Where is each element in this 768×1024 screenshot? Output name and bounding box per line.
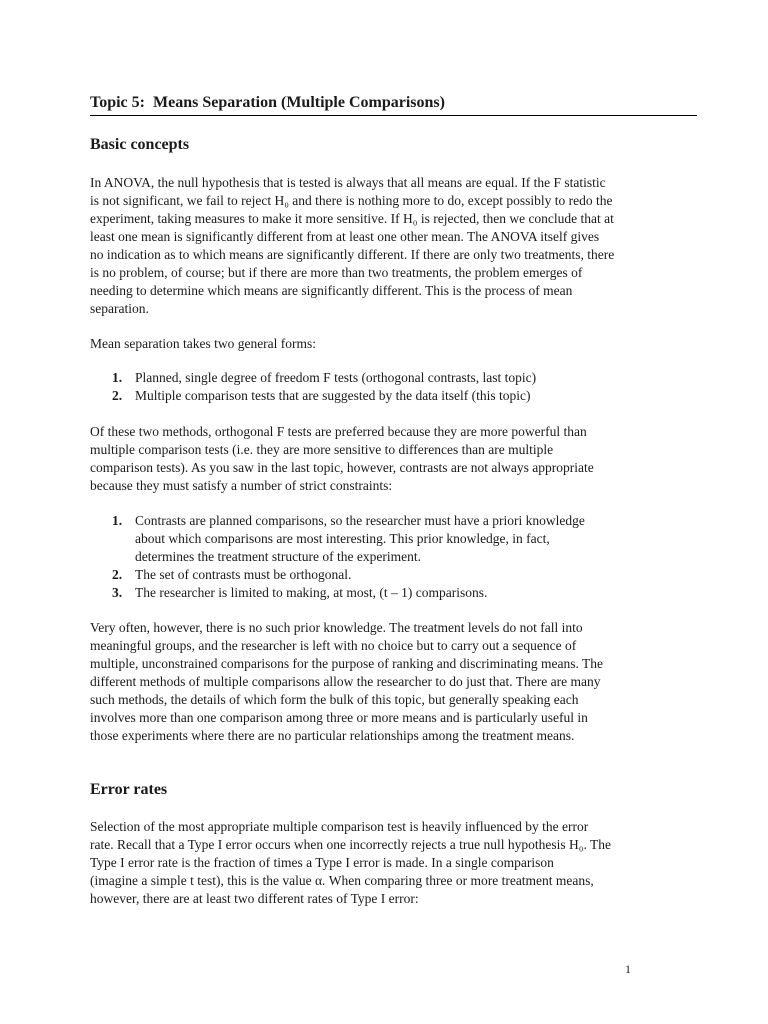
text-line: multiple comparison tests (i.e. they are more sensitive to differences than are multiple bbox=[90, 442, 554, 457]
text-line: such methods, the details of which form the bulk of this topic, but generally speaking each bbox=[90, 692, 579, 707]
text-line: however, there are at least two different rates of Type I error: bbox=[90, 891, 419, 906]
paragraph-anova-null bbox=[90, 174, 690, 318]
text-line: separation. bbox=[90, 301, 149, 316]
text-line: those experiments where there are no particular relationships among the treatment means. bbox=[90, 728, 575, 743]
text-line: Type I error rate is the fraction of times a Type I error is made. In a single comparison bbox=[90, 855, 554, 870]
topic-title: Means Separation (Multiple Comparisons) bbox=[152, 94, 445, 111]
list-number: 2. bbox=[112, 388, 123, 403]
paragraph-prior-knowledge bbox=[90, 619, 690, 745]
list-text: about which comparisons are most interesting. This prior knowledge, in fact, bbox=[135, 531, 550, 546]
list-constraints bbox=[112, 512, 585, 602]
page-number: 1 bbox=[625, 962, 631, 976]
text-line: different methods of multiple comparisons allow the researcher to do just that. There are many bbox=[90, 674, 601, 689]
page-title bbox=[90, 94, 697, 116]
list-text: The set of contrasts must be orthogonal. bbox=[135, 567, 352, 582]
list-text: Multiple comparison tests that are suggested by the data itself (this topic) bbox=[135, 388, 531, 403]
list-text: The researcher is limited to making, at most, (t – 1) comparisons. bbox=[135, 585, 488, 600]
topic-label: Topic 5: bbox=[90, 94, 145, 111]
list-item bbox=[112, 369, 536, 387]
list-number: 1. bbox=[112, 513, 123, 528]
text-line: Of these two methods, orthogonal F tests are preferred because they are more powerful than bbox=[90, 424, 587, 439]
text-line: needing to determine which means are significantly different. This is the process of mean bbox=[90, 283, 573, 298]
text-line: Selection of the most appropriate multiple comparison test is heavily influenced by the error bbox=[90, 819, 589, 834]
text-line: (imagine a simple t test), this is the value α. When comparing three or more treatment means, bbox=[90, 873, 594, 888]
text-line: multiple, unconstrained comparisons for the purpose of ranking and discriminating means. The bbox=[90, 656, 604, 671]
paragraph-error-rates bbox=[90, 818, 690, 908]
text-line: Very often, however, there is no such prior knowledge. The treatment levels do not fall into bbox=[90, 620, 583, 635]
list-number: 1. bbox=[112, 370, 123, 385]
text-line: is no problem, of course; but if there are more than two treatments, the problem emerges of bbox=[90, 265, 583, 280]
paragraph-orthogonal bbox=[90, 423, 690, 495]
list-text: Planned, single degree of freedom F tests (orthogonal contrasts, last topic) bbox=[135, 370, 537, 385]
list-number: 3. bbox=[112, 585, 123, 600]
list-item bbox=[112, 584, 585, 602]
text-line: no indication as to which means are significantly different. If there are only two treatments, there bbox=[90, 247, 615, 262]
text-line: rate. Recall that a Type I error occurs when one incorrectly rejects a true null hypothesis H₀. The bbox=[90, 837, 611, 852]
text-line: least one mean is significantly different from at least one other mean. The ANOVA itself gives bbox=[90, 229, 600, 244]
list-number: 2. bbox=[112, 567, 123, 582]
list-item bbox=[112, 387, 536, 405]
text-line: because they must satisfy a number of strict constraints: bbox=[90, 478, 393, 493]
text-line: is not significant, we fail to reject H₀ and there is nothing more to do, except possibly to redo the bbox=[90, 193, 613, 208]
list-text: determines the treatment structure of the experiment. bbox=[135, 549, 422, 564]
list-forms bbox=[112, 369, 536, 405]
list-text: Contrasts are planned comparisons, so the researcher must have a priori knowledge bbox=[135, 513, 585, 528]
text-line: In ANOVA, the null hypothesis that is tested is always that all means are equal. If the F statistic bbox=[90, 175, 606, 190]
list-item bbox=[112, 512, 585, 566]
section-heading-basic-concepts: Basic concepts bbox=[90, 136, 190, 153]
section-heading-error-rates: Error rates bbox=[90, 781, 168, 798]
text-line: comparison tests). As you saw in the last topic, however, contrasts are not always appropriate bbox=[90, 460, 594, 475]
list-item bbox=[112, 566, 585, 584]
text-line: involves more than one comparison among three or more means and is particularly useful in bbox=[90, 710, 588, 725]
paragraph-general-forms: Mean separation takes two general forms: bbox=[90, 336, 317, 351]
text-line: experiment, taking measures to make it more sensitive. If H₀ is rejected, then we conclude that at bbox=[90, 211, 614, 226]
text-line: meaningful groups, and the researcher is left with no choice but to carry out a sequence of bbox=[90, 638, 577, 653]
